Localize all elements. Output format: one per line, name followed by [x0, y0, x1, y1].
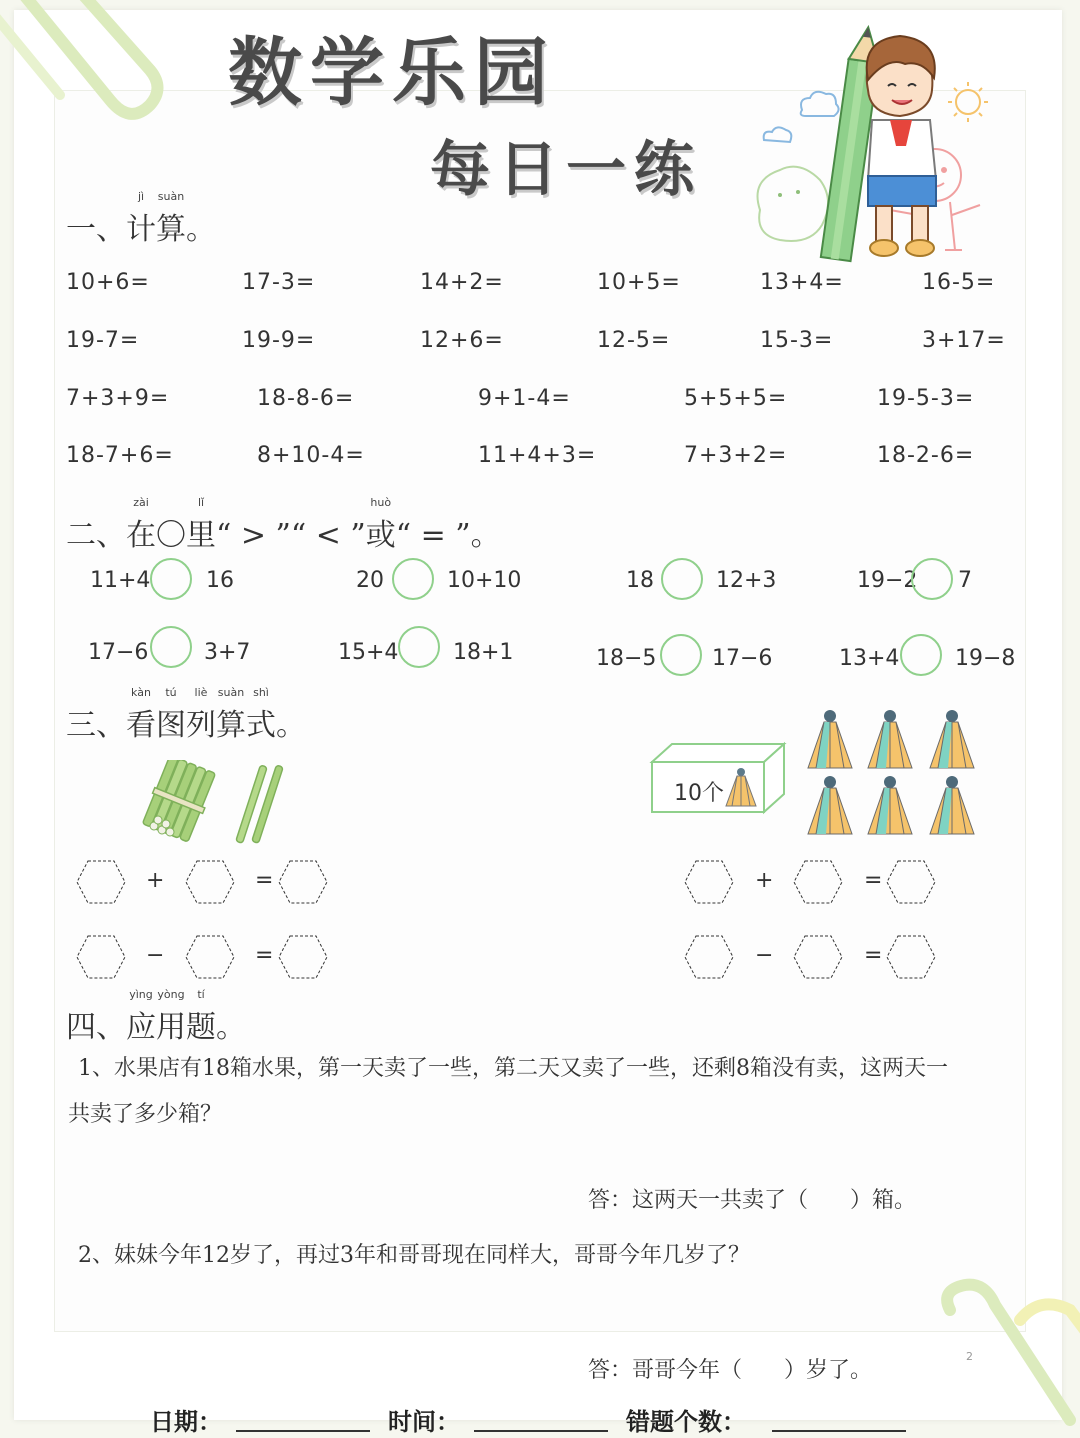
answer-circle[interactable]	[398, 626, 440, 668]
date-line[interactable]	[236, 1430, 370, 1432]
equation-item: 10+5=	[597, 270, 681, 295]
answer-hexagon[interactable]	[886, 935, 936, 979]
compare-right: 3+7	[204, 640, 251, 665]
equation-item: 18-8-6=	[257, 386, 355, 411]
answer-circle[interactable]	[661, 558, 703, 600]
equation-item: 14+2=	[420, 270, 504, 295]
question-1-line-2: 共卖了多少箱？	[68, 1102, 223, 1127]
shuttlecock-icon	[868, 710, 912, 768]
answer-hexagon[interactable]	[684, 935, 734, 979]
section-heading-word-problems: 四、 yìng 应 yòng 用 tí 题。	[66, 988, 246, 1045]
paperclip-icon	[920, 1270, 1080, 1438]
answer-hexagon[interactable]	[886, 860, 936, 904]
answer-hexagon[interactable]	[278, 935, 328, 979]
equation-item: 19-5-3=	[877, 386, 975, 411]
time-line[interactable]	[474, 1430, 608, 1432]
compare-left: 13+4	[839, 646, 900, 671]
equation-item: 9+1-4=	[478, 386, 571, 411]
heading-number: 四、	[66, 1010, 126, 1045]
equation-item: 12+6=	[420, 328, 504, 353]
compare-left: 19−2	[857, 568, 918, 593]
answer-2: 答：哥哥今年（ ）岁了。	[588, 1358, 872, 1383]
time-label: 时间：	[388, 1408, 460, 1436]
heading-number: 二、	[66, 518, 126, 553]
equation-item: 8+10-4=	[257, 443, 365, 468]
cloud-doodle-icon	[801, 92, 839, 116]
compare-right: 18+1	[453, 640, 514, 665]
boy-icon	[867, 36, 936, 256]
minus-sign: −	[755, 943, 774, 968]
minus-sign: −	[146, 943, 165, 968]
errors-line[interactable]	[772, 1430, 906, 1432]
question-2: 2、妹妹今年12岁了，再过3年和哥哥现在同样大，哥哥今年几岁了？	[78, 1243, 750, 1268]
compare-right: 17−6	[712, 646, 773, 671]
equals-sign: =	[255, 868, 274, 893]
heading-number: 一、	[66, 212, 126, 247]
section-heading-compare: 二、 zài 在〇 lǐ 里“ > ”“ < ” huò 或“ = ”。	[66, 496, 501, 553]
boy-with-pencil-illustration	[740, 20, 1000, 270]
answer-circle[interactable]	[900, 634, 942, 676]
compare-right: 19−8	[955, 646, 1016, 671]
paperclip-icon	[0, 0, 170, 140]
heading-number: 三、	[66, 708, 126, 743]
equation-item: 15-3=	[760, 328, 834, 353]
compare-right: 10+10	[447, 568, 522, 593]
shuttlecock-icon	[868, 776, 912, 834]
compare-right: 12+3	[716, 568, 777, 593]
answer-hexagon[interactable]	[185, 935, 235, 979]
equation-item: 13+4=	[760, 270, 844, 295]
answer-hexagon[interactable]	[793, 935, 843, 979]
bear-doodle-icon	[758, 167, 829, 241]
section-heading-calculation: 一、 jì 计 suàn 算。	[66, 190, 216, 247]
equals-sign: =	[255, 943, 274, 968]
compare-left: 18−5	[596, 646, 657, 671]
counting-sticks-bundle-icon	[140, 760, 290, 844]
compare-right: 16	[206, 568, 234, 593]
page-subtitle: 每日一练	[430, 135, 702, 205]
shuttlecocks-group-icon	[806, 710, 981, 844]
equation-item: 18-7+6=	[66, 443, 174, 468]
equation-item: 5+5+5=	[684, 386, 788, 411]
shuttlecock-icon	[808, 710, 852, 768]
date-label: 日期：	[150, 1408, 222, 1436]
page-number: 2	[966, 1350, 973, 1363]
equals-sign: =	[864, 943, 883, 968]
answer-circle[interactable]	[150, 558, 192, 600]
compare-left: 18	[626, 568, 654, 593]
answer-circle[interactable]	[392, 558, 434, 600]
answer-hexagon[interactable]	[185, 860, 235, 904]
shuttlecock-icon	[930, 776, 974, 834]
answer-hexagon[interactable]	[76, 935, 126, 979]
plus-sign: +	[755, 868, 774, 893]
answer-hexagon[interactable]	[684, 860, 734, 904]
answer-hexagon[interactable]	[278, 860, 328, 904]
question-1-line-1: 1、水果店有18箱水果，第一天卖了一些，第二天又卖了一些，还剩8箱没有卖，这两天一	[78, 1056, 948, 1081]
equation-item: 19-9=	[242, 328, 316, 353]
shuttlecock-icon	[808, 776, 852, 834]
errors-label: 错题个数：	[626, 1408, 746, 1436]
answer-circle[interactable]	[660, 634, 702, 676]
answer-1: 答：这两天一共卖了（ ）箱。	[588, 1188, 916, 1213]
plus-sign: +	[146, 868, 165, 893]
box-label: 10个	[674, 781, 724, 806]
compare-left: 20	[356, 568, 384, 593]
answer-hexagon[interactable]	[76, 860, 126, 904]
section-heading-picture-equations: 三、 kàn 看 tú 图 liè 列 suàn 算 shì 式。	[66, 686, 306, 743]
sun-doodle-icon	[948, 82, 988, 122]
equation-item: 18-2-6=	[877, 443, 975, 468]
equation-item: 19-7=	[66, 328, 140, 353]
equation-item: 16-5=	[922, 270, 996, 295]
compare-left: 11+4	[90, 568, 151, 593]
equation-item: 3+17=	[922, 328, 1006, 353]
equation-item: 7+3+9=	[66, 386, 170, 411]
page-title: 数学乐园	[228, 30, 556, 116]
answer-circle[interactable]	[911, 558, 953, 600]
equals-sign: =	[864, 868, 883, 893]
equation-item: 17-3=	[242, 270, 316, 295]
compare-left: 15+4	[338, 640, 399, 665]
equation-item: 12-5=	[597, 328, 671, 353]
shuttlecock-icon	[930, 710, 974, 768]
compare-right: 7	[958, 568, 972, 593]
answer-hexagon[interactable]	[793, 860, 843, 904]
equation-item: 10+6=	[66, 270, 150, 295]
equation-item: 11+4+3=	[478, 443, 597, 468]
answer-circle[interactable]	[150, 626, 192, 668]
equation-item: 7+3+2=	[684, 443, 788, 468]
compare-left: 17−6	[88, 640, 149, 665]
